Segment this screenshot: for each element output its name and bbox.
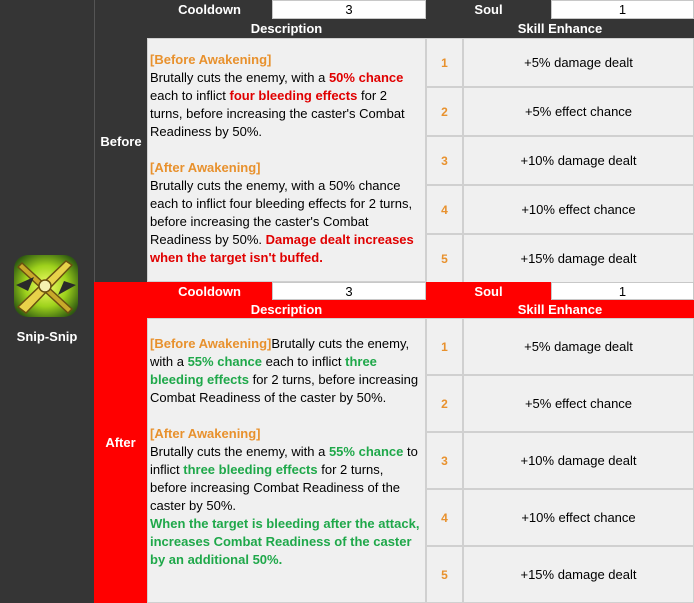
desc-highlight: 50% chance xyxy=(328,70,404,85)
before-enhance-level: 5 xyxy=(426,234,463,283)
desc-text: each to inflict xyxy=(150,88,230,103)
before-enhance-header: Skill Enhance xyxy=(426,19,694,38)
after-enhance-text: +10% effect chance xyxy=(463,489,694,546)
before-enhance-text: +15% damage dealt xyxy=(463,234,694,283)
before-enhance-level: 1 xyxy=(426,38,463,87)
after-cooldown-value: 3 xyxy=(272,282,426,300)
after-label: After xyxy=(94,282,147,603)
before-enhance-level: 3 xyxy=(426,136,463,185)
before-label: Before xyxy=(94,0,147,282)
desc-text: for 2 turns, before increasing Combat Readiness of the caster by 50%. xyxy=(150,462,401,513)
desc-highlight: Damage dealt increases when the target isn't buffed. xyxy=(150,232,414,265)
desc-highlight: When the target is bleeding after the attack, increases Combat Readiness of the caster by an additional 50%. xyxy=(150,516,420,567)
before-description xyxy=(147,38,426,282)
before-enhance-text: +5% effect chance xyxy=(463,87,694,136)
desc-text: for 2 turns, before increasing Combat Readiness of the caster by 50%. xyxy=(150,372,419,405)
desc-text: each to inflict xyxy=(262,354,346,369)
after-enhance-header: Skill Enhance xyxy=(426,300,694,318)
after-description-header: Description xyxy=(147,300,426,318)
after-soul-label: Soul xyxy=(426,282,551,300)
after-aa-title: [After Awakening] xyxy=(150,426,261,441)
desc-highlight: 55% chance xyxy=(187,354,263,369)
skill-name: Snip-Snip xyxy=(16,329,78,344)
after-cooldown-label: Cooldown xyxy=(147,282,272,300)
after-enhance-level: 2 xyxy=(426,375,463,432)
after-enhance-level: 4 xyxy=(426,489,463,546)
desc-highlight: three bleeding effects xyxy=(150,354,377,387)
after-enhance-text: +15% damage dealt xyxy=(463,546,694,603)
after-enhance-text: +10% damage dealt xyxy=(463,432,694,489)
before-soul-label: Soul xyxy=(426,0,551,19)
before-enhance-text: +10% damage dealt xyxy=(463,136,694,185)
after-description xyxy=(147,318,426,603)
desc-text: Brutally cuts the enemy, with a xyxy=(150,70,329,85)
desc-text: for 2 turns, before increasing the caster's Combat Readiness by 50%. xyxy=(150,88,405,139)
before-cooldown-label: Cooldown xyxy=(147,0,272,19)
before-aa-title: [After Awakening] xyxy=(150,160,261,175)
desc-text: Brutally cuts the enemy, with a xyxy=(150,336,410,369)
desc-highlight: 55% chance xyxy=(328,444,404,459)
before-enhance-text: +10% effect chance xyxy=(463,185,694,234)
desc-text: Brutally cuts the enemy, with a 50% chance each to inflict four bleeding effects for 2 turns, before increasing the caster's Combat Readiness by 50%. xyxy=(150,178,413,247)
before-soul-value: 1 xyxy=(551,0,694,19)
after-enhance-level: 5 xyxy=(426,546,463,603)
after-soul-value: 1 xyxy=(551,282,694,300)
before-description-header: Description xyxy=(147,19,426,38)
before-cooldown-value: 3 xyxy=(272,0,426,19)
crossed-blades-icon xyxy=(14,255,78,317)
after-ba-title: [Before Awakening] xyxy=(150,336,272,351)
after-enhance-level: 1 xyxy=(426,318,463,375)
before-enhance-level: 4 xyxy=(426,185,463,234)
before-enhance-text: +5% damage dealt xyxy=(463,38,694,87)
after-enhance-level: 3 xyxy=(426,432,463,489)
after-enhance-text: +5% damage dealt xyxy=(463,318,694,375)
desc-text: to inflict xyxy=(150,444,418,477)
before-ba-title: [Before Awakening] xyxy=(150,52,272,67)
desc-text: Brutally cuts the enemy, with a xyxy=(150,444,329,459)
before-enhance-level: 2 xyxy=(426,87,463,136)
desc-highlight: three bleeding effects xyxy=(183,462,318,477)
desc-highlight: four bleeding effects xyxy=(229,88,358,103)
after-enhance-text: +5% effect chance xyxy=(463,375,694,432)
